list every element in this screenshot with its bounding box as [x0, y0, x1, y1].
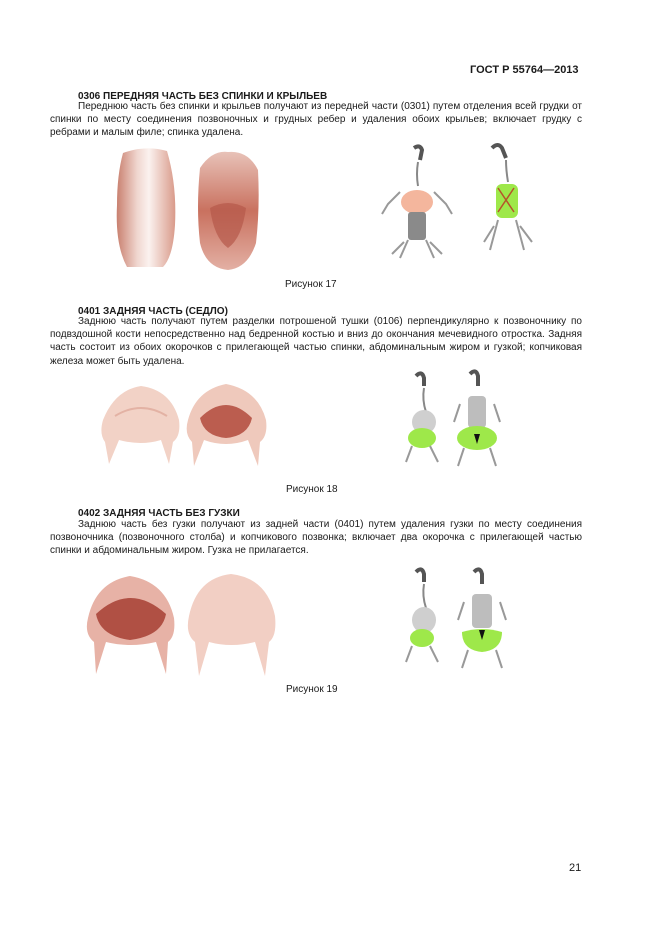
skeleton-diagram-17-left	[378, 142, 456, 262]
breast-back-photo	[192, 148, 264, 273]
skeleton-diagram-18-right	[452, 368, 502, 468]
skeleton-diagram-17-right	[478, 140, 540, 258]
section-heading-0402: 0402 ЗАДНЯЯ ЧАСТЬ БЕЗ ГУЗКИ	[78, 508, 240, 519]
figure-caption-17: Рисунок 17	[285, 279, 337, 290]
saddle-no-tail-skin-photo	[183, 568, 281, 680]
section-text-0401: Заднюю часть получают путем разделки потрошеной тушки (0106) перпендикулярно к позвоночнику по подвздошной кости непосредственно над бедренной костью и вниз до окончания мечевидного отростка. Задняя часть состоит из обоих окорочков с прилегающей частью спинки, абдоминальным жиром и гузкой; копчиковая железа может быть удалена.	[50, 316, 582, 367]
standard-code: ГОСТ Р 55764—2013	[470, 64, 579, 76]
skeleton-diagram-19-right	[456, 566, 508, 670]
section-heading-0306: 0306 ПЕРЕДНЯЯ ЧАСТЬ БЕЗ СПИНКИ И КРЫЛЬЕВ	[78, 91, 328, 102]
section-text-0306: Переднюю часть без спинки и крыльев получают из передней части (0301) путем отделения всей грудки от спинки по месту соединения позвоночных и грудных ребер и удаления обоих крыльев; включает грудку с ребрами и малым филе; спинка удалена.	[50, 101, 582, 139]
figure-caption-18: Рисунок 18	[286, 484, 338, 495]
skeleton-diagram-18-left	[400, 370, 448, 464]
section-heading-0401: 0401 ЗАДНЯЯ ЧАСТЬ (СЕДЛО)	[78, 306, 228, 317]
skeleton-diagram-19-left	[400, 566, 448, 664]
section-text-0402: Заднюю часть без гузки получают из задней части (0401) путем удаления гузки по месту соединения позвоночника (позвоночного столба) и копчикового позвонка; включает два окорочка с прилегающей частью спинки и абдоминальным жиром. Гузка не прилагается.	[50, 519, 582, 557]
figure-caption-19: Рисунок 19	[286, 684, 338, 695]
saddle-inside-photo	[182, 378, 270, 470]
breast-front-photo	[105, 145, 185, 270]
saddle-skin-photo	[95, 380, 183, 468]
saddle-no-tail-inside-photo	[82, 570, 180, 678]
page-number: 21	[569, 862, 582, 874]
